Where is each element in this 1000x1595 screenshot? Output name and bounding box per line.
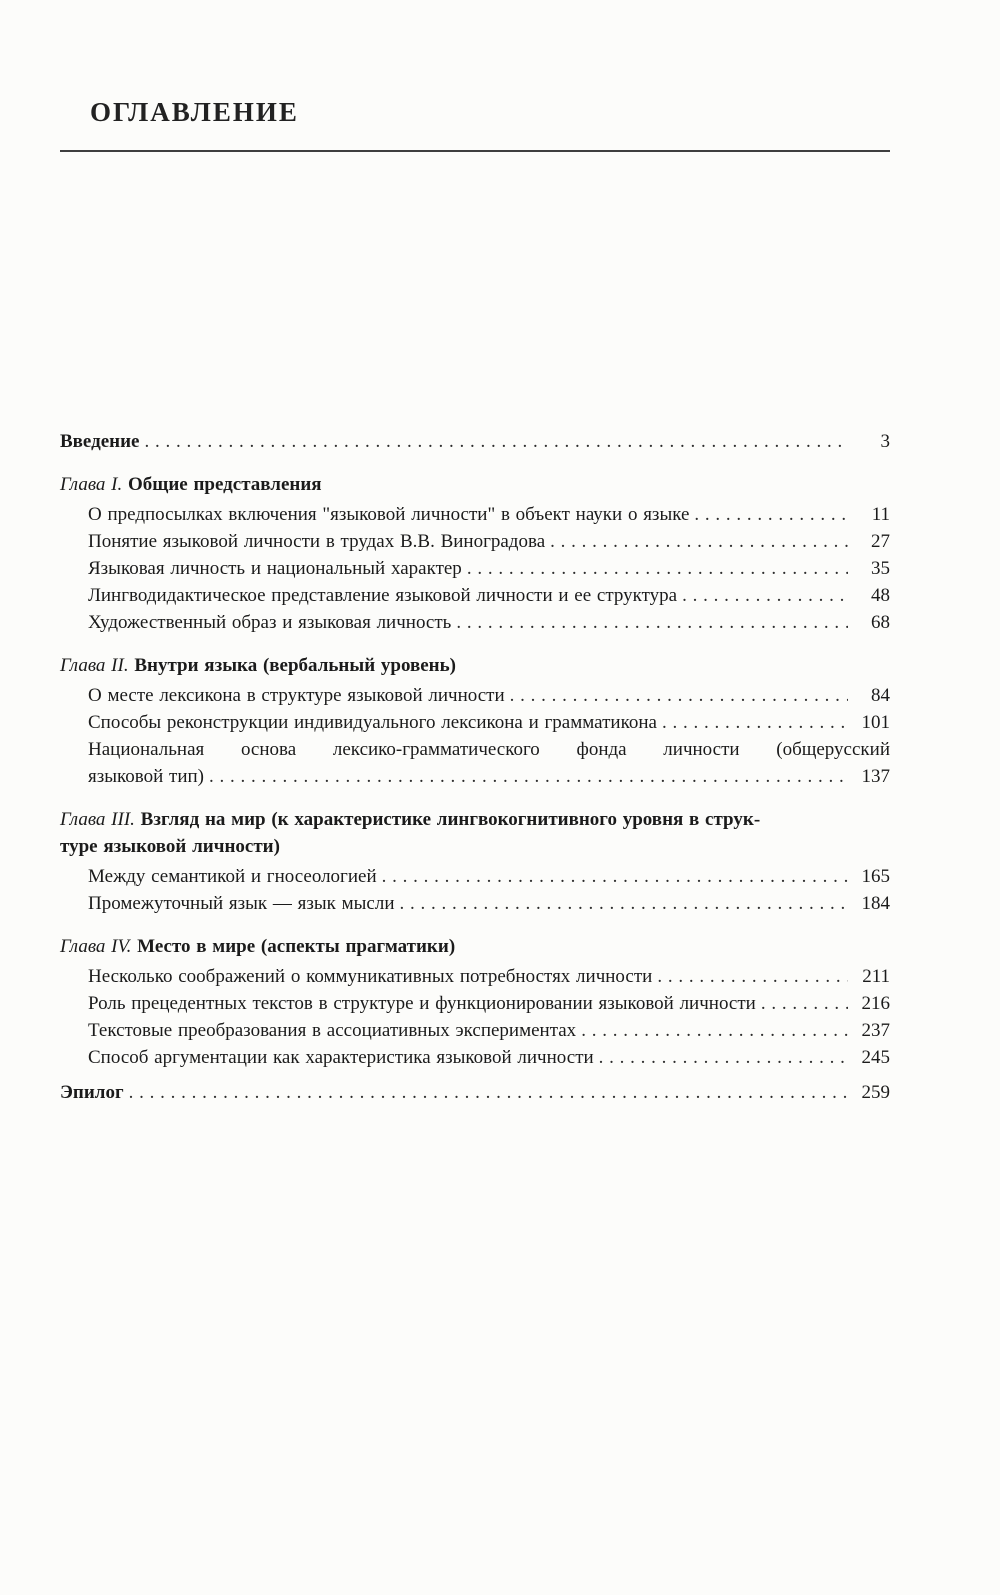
toc-epilogue xyxy=(60,1079,890,1106)
page-number: 137 xyxy=(861,766,890,787)
toc-entry-row xyxy=(88,890,890,917)
chapter-title-line2: туре языковой личности) xyxy=(60,836,280,857)
toc-entry-title: Способ аргументации как характеристика языковой личности xyxy=(88,1047,594,1068)
dot-leader xyxy=(599,1044,848,1071)
chapter-heading xyxy=(60,806,890,860)
chapter-entries xyxy=(60,863,890,917)
page-number: 3 xyxy=(880,431,890,452)
dot-leader xyxy=(694,501,848,528)
dot-leader xyxy=(209,763,848,790)
page-title: ОГЛАВЛЕНИЕ xyxy=(90,97,299,127)
chapter-entries xyxy=(60,963,890,1071)
dot-leader xyxy=(467,555,848,582)
toc-entry xyxy=(88,528,890,555)
page-number: 11 xyxy=(871,504,890,525)
toc-entry xyxy=(88,963,890,990)
toc-entry-title: Несколько соображений о коммуникативных потребностях личности xyxy=(88,966,653,987)
toc-entry xyxy=(88,501,890,528)
page-number: 165 xyxy=(861,866,890,887)
chapter-label: Глава II. xyxy=(60,655,129,676)
chapter-label: Глава IV. xyxy=(60,936,132,957)
page-number: 27 xyxy=(871,531,890,552)
toc-entry-title: Художественный образ и языковая личность xyxy=(88,612,452,633)
page-number: 259 xyxy=(861,1082,890,1103)
toc-entry xyxy=(88,1017,890,1044)
page-number: 84 xyxy=(871,685,890,706)
chapter-block xyxy=(60,652,890,790)
chapter-heading xyxy=(60,471,890,498)
toc-entry xyxy=(88,1044,890,1071)
dot-leader xyxy=(456,609,848,636)
toc-entry-title: языковой тип) xyxy=(88,766,205,787)
toc-entry-row xyxy=(88,1017,890,1044)
toc-entry xyxy=(88,582,890,609)
toc-entry xyxy=(88,682,890,709)
toc xyxy=(60,428,890,1106)
dot-leader xyxy=(400,890,848,917)
chapter-heading xyxy=(60,933,890,960)
toc-entry-row xyxy=(88,1044,890,1071)
toc-entry-title: Между семантикой и гносеологией xyxy=(88,866,377,887)
toc-intro-title: Введение xyxy=(60,431,140,452)
toc-entry-row xyxy=(88,555,890,582)
page-number: 101 xyxy=(861,712,890,733)
dot-leader xyxy=(129,1079,848,1106)
chapter-title: Место в мире (аспекты прагматики) xyxy=(137,936,456,957)
toc-entry-row xyxy=(88,682,890,709)
dot-leader xyxy=(145,428,849,455)
title-divider-rule xyxy=(60,150,890,152)
chapter-label: Глава I. xyxy=(60,474,123,495)
page-number: 237 xyxy=(861,1020,890,1041)
chapter-entries xyxy=(60,682,890,790)
page-number: 184 xyxy=(861,893,890,914)
toc-entry-title: Способы реконструкции индивидуального лексикона и грамматикона xyxy=(88,712,657,733)
toc-entry-title: Роль прецедентных текстов в структуре и функционировании языковой личности xyxy=(88,993,756,1014)
dot-leader xyxy=(510,682,848,709)
toc-entry xyxy=(88,709,890,736)
chapter-entries xyxy=(60,501,890,636)
dot-leader xyxy=(657,963,848,990)
toc-entry-title: Понятие языковой личности в трудах В.В. Виноградова xyxy=(88,531,546,552)
page-number: 245 xyxy=(861,1047,890,1068)
toc-entry-row xyxy=(88,582,890,609)
chapter-block xyxy=(60,471,890,636)
toc-entry-row xyxy=(88,528,890,555)
toc-entry-title: О месте лексикона в структуре языковой личности xyxy=(88,685,505,706)
chapter-title: Внутри языка (вербальный уровень) xyxy=(134,655,457,676)
toc-entry xyxy=(88,890,890,917)
chapter-title: Общие представления xyxy=(128,474,322,495)
toc-entry xyxy=(88,736,890,790)
chapter-block xyxy=(60,933,890,1071)
toc-entry-row xyxy=(88,763,890,790)
toc-entry-row xyxy=(88,501,890,528)
dot-leader xyxy=(682,582,848,609)
chapter-label: Глава III. xyxy=(60,809,135,830)
toc-entry-row xyxy=(88,609,890,636)
chapter-block xyxy=(60,806,890,917)
toc-entry xyxy=(88,863,890,890)
toc-epilogue-title: Эпилог xyxy=(60,1082,124,1103)
page-number: 35 xyxy=(871,558,890,579)
toc-entry-title: Языковая личность и национальный характер xyxy=(88,558,462,579)
toc-intro xyxy=(60,428,890,455)
toc-entry-wrap-line: Национальная основа лексико-грамматического фонда личности (общерусский xyxy=(88,739,890,760)
toc-entry-title: О предпосылках включения "языковой личности" в объект науки о языке xyxy=(88,504,690,525)
page-number: 48 xyxy=(871,585,890,606)
toc-entry xyxy=(88,990,890,1017)
toc-entry xyxy=(88,609,890,636)
dot-leader xyxy=(761,990,848,1017)
toc-entry xyxy=(88,555,890,582)
dot-leader xyxy=(581,1017,848,1044)
toc-entry-row xyxy=(88,963,890,990)
toc-entry-title: Промежуточный язык — язык мысли xyxy=(88,893,395,914)
chapter-heading xyxy=(60,652,890,679)
chapter-title: Взгляд на мир (к характеристике лингвокогнитивного уровня в струк- xyxy=(140,809,761,830)
toc-entry-row xyxy=(88,990,890,1017)
dot-leader xyxy=(662,709,848,736)
page-number: 68 xyxy=(871,612,890,633)
toc-entry-row xyxy=(88,863,890,890)
page-number: 216 xyxy=(861,993,890,1014)
toc-entry-title: Лингводидактическое представление языковой личности и ее структура xyxy=(88,585,678,606)
dot-leader xyxy=(550,528,848,555)
dot-leader xyxy=(382,863,848,890)
toc-entry-title: Текстовые преобразования в ассоциативных экспериментах xyxy=(88,1020,577,1041)
toc-entry-row xyxy=(88,709,890,736)
page-number: 211 xyxy=(862,966,890,987)
